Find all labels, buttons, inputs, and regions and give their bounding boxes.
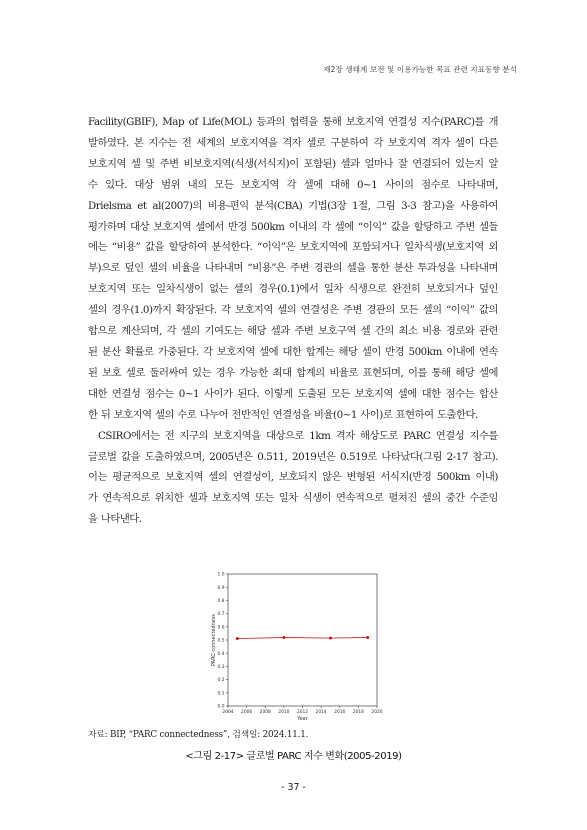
x-tick-label: 2006 [241,710,253,715]
x-tick-label: 2014 [315,710,327,715]
text-line: 에는 “비용” 값을 할당하여 분석한다. “이익”은 보호지역에 포함되거나 일차식생(보호지역 외 [88,241,498,254]
text-line: 한 뒤 보호지역 셀의 수로 나누어 전반적인 연결성을 비율(0~1 사이)로 표현하여 도출한다. [88,408,478,421]
y-tick-label: 0.5 [217,638,225,644]
text-line: 을 나타낸다. [88,513,142,526]
x-tick-label: 2008 [259,710,271,715]
y-tick-label: 0.2 [217,678,225,684]
text-line: 보호지역 또는 일차식생이 없는 셀의 경우(0.1)에서 일차 식생으로 완전히 보호되거나 덮인 [88,283,498,296]
y-tick-label: 0.1 [217,691,225,697]
y-tick-label: 1.0 [217,572,225,578]
y-tick-label: 0.8 [217,599,225,604]
parc-line-chart [206,566,384,726]
text-line: 된 보호 셀로 둘러싸여 있는 경우 가능한 최대 합계의 비율로 표현되며, 이를 통해 해당 셀에 [88,366,498,379]
x-tick-label: 2004 [222,710,234,715]
paragraph-1 [88,112,498,426]
text-line: 합으로 계산되며, 각 셀의 기여도는 해당 셀과 주변 보호구역 셀 간의 최소 비용 경로와 관련 [88,325,498,338]
x-tick-label: 2010 [278,710,290,715]
text-line: Facility(GBIF), Map of Life(MOL) 등과의 협력을 통해 보호지역 연결성 지수(PARC)를 개 [88,116,498,128]
text-line: 대한 연결성 점수는 0~1 사이가 된다. 이렇게 도출된 모든 보호지역 셀에 대한 점수는 합산 [88,387,498,400]
text-line: 셀의 경우(1.0)까지 확장된다. 각 보호지역 셀의 연결성은 주변 경관의 모든 셀의 “이익” 값의 [88,304,498,317]
y-tick-label: 0.9 [217,585,225,591]
text-line: 부)으로 덮인 셀의 비율을 나타내며 “비용”은 주변 경관의 셀을 통한 분산 투과성을 나타내며 [88,262,498,275]
figure-caption: <그림 2-17> 글로벌 PARC 지수 변화(2005-2019) [185,751,402,762]
body-text [88,112,498,530]
x-tick-label: 2018 [352,710,364,715]
y-tick-label: 0.3 [217,665,225,670]
data-point [236,637,239,640]
x-axis-label: Year [297,716,308,722]
figure-source: 자료: BIP, “PARC connectedness”, 검색일: 2024.11.1. [88,730,309,740]
data-point [366,636,369,639]
y-tick-label: 0.7 [217,612,225,618]
running-header: 제2장 생태계 보전 및 이용가능한 목표 관련 지표동향 분석 [323,65,517,74]
text-line: 발하였다. 본 지수는 전 세계의 보호지역을 격자 셀로 구분하여 각 보호지역 격자 셀이 다른 [88,136,498,149]
page-number: - 37 - [281,782,306,793]
series-line [237,637,367,638]
text-line: Drielsma et al(2007)의 비용-편익 분석(CBA) 기법(3장 1절, 그림 3-3 참고)을 사용하여 [88,199,498,212]
x-tick-label: 2020 [371,710,383,715]
paragraph-2 [88,426,498,531]
text-line: 된 분산 확률로 가중된다. 각 보호지역 셀에 대한 합계는 해당 셀이 반경 500km 이내에 연속 [88,345,498,358]
text-line: 글로벌 값을 도출하였으며, 2005년은 0.511, 2019년은 0.519로 나타났다(그림 2-17 참고). [88,450,498,463]
text-line: CSIRO에서는 전 지구의 보호지역을 대상으로 1km 격자 해상도로 PARC 연결성 지수를 [98,429,498,442]
text-line: 보호지역 셀 및 주변 비보호지역(식생(서식지)이 포함된) 셀과 얼마나 잘 연결되어 있는지 알 [88,157,498,170]
text-line: 가 연속적으로 위치한 셀과 보호지역 또는 일차 식생이 연속적으로 펼쳐진 셀의 중간 수준임 [88,492,498,505]
text-line: 평가하며 대상 보호지역 셀에서 반경 500km 이내의 각 셀에 “이익” 값을 할당하고 주변 셀들 [88,220,498,233]
text-line: 수 있다. 대상 범위 내의 모든 보호지역 각 셀에 대해 0~1 사이의 점수로 나타내며, [88,178,498,191]
x-tick-label: 2012 [296,710,309,715]
data-point [282,636,285,639]
y-tick-label: 0.6 [217,625,225,631]
y-tick-label: 0.4 [217,651,225,657]
y-tick-label: 0.0 [217,704,225,710]
plot-frame [228,574,377,706]
figure-parc-chart [206,566,384,726]
x-tick-label: 2016 [334,710,346,715]
text-line: 이는 평균적으로 보호지역 셀의 연결성이, 보호되지 않은 변형된 서식지(반경 500km 이내) [88,471,498,484]
data-point [329,637,332,640]
y-axis-label: PARC connectedness [211,613,217,667]
